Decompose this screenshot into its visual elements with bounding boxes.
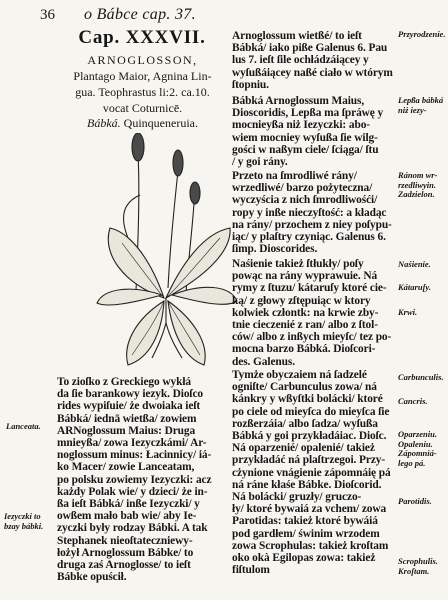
text-line: ſtopniu. <box>232 78 269 91</box>
text-line: Arnoglossum wietßé/ to ieſt <box>232 30 362 42</box>
text-line: rides wypiſuie/ że dwoiaka ieſt <box>57 400 201 413</box>
text-line: lus 7. ieſt ſile ochłádzáiącey y <box>232 54 369 67</box>
right-paragraph-6 <box>232 430 396 491</box>
subtitle-italic: Bábká. <box>87 116 121 130</box>
running-head: o Bábce cap. 37. <box>84 6 196 23</box>
text-line: des. Galenus. <box>232 355 295 368</box>
text-line: po ciele od mieyſca do mieyſca ſie <box>232 405 390 418</box>
margin-note-right-6: Krwi. <box>398 307 418 317</box>
text-line: powąc na rány wyprawuie. Ná <box>232 270 378 283</box>
text-line: ców/ albo z inßych mieyſc/ tez po- <box>232 331 392 344</box>
margin-note-right-11: Scrophulis. Kroſtam. <box>398 556 438 576</box>
page-number: 36 <box>40 7 55 23</box>
margin-note-left-2: Iezyczki to bzay bábki. <box>4 511 44 531</box>
intro-line: gua. Teophrastus li:2. ca.10. <box>75 85 210 99</box>
text-line: iąc/ y plaſtry czyniąc. Galenus 6. <box>232 231 386 244</box>
margin-note-right-1: Przyrodzenie. <box>398 29 446 39</box>
margin-note-right-9: Oparzeniu. Opaleniu. Zápomniá- lego pá. <box>398 429 437 468</box>
text-line: fiſtulom <box>232 564 270 577</box>
text-line: ko Macer/ zowie Lanceatam, <box>57 461 195 474</box>
text-line: ſimp. Dioscorides. <box>232 243 318 256</box>
text-line: Bábke opuścił. <box>57 571 127 584</box>
text-line: Ná oparzenié/ opalenié/ takież <box>232 442 375 455</box>
text-line: owßem mało bab wie/ aby Ie- <box>57 510 197 523</box>
right-paragraph-3 <box>232 170 396 255</box>
text-line: zowa Scrophulas: takież kroſtam <box>232 539 389 552</box>
text-line: ką/ z głowy zſtępuiąc w ktory <box>232 294 371 307</box>
text-line: cżynione vnágienie zápomnáię pá <box>232 466 391 479</box>
margin-note-left-1: Lanceata. <box>6 421 41 431</box>
text-line: wyſußáiącey naßé ciało w wtórym <box>232 66 393 79</box>
chapter-heading: Cap. XXXVII. <box>78 27 206 48</box>
margin-note-right-7: Carbunculis. <box>398 372 444 382</box>
text-line: zyczki były rodzay Bábki. A tak <box>57 522 208 535</box>
text-line: ły/ ktoré bywaiá za vchem/ zowa <box>232 503 387 516</box>
text-line: Bábká y goi przykładáiac. Dioſc. <box>232 430 387 442</box>
text-line: oko okà Egilopas zowa: takież <box>232 552 376 565</box>
text-line: pod gardłem/ świnim wrzodem <box>232 527 380 540</box>
text-line: Dioscoridis, Lepßa ma ſpráwę y <box>232 107 384 120</box>
text-line: ogniſte/ Carbunculus zowa/ ná <box>232 381 377 394</box>
text-line: Bábká/ iednā wietßa/ zowiem <box>57 412 197 425</box>
text-line: Parotidas: takież ktoré bywáiá <box>232 515 378 528</box>
text-line: rymy z ſtuzu/ kátaruſy ktoré cie- <box>232 282 387 295</box>
margin-note-right-10: Parotidis. <box>398 496 432 506</box>
text-line: ARNoglossum Maius: Druga <box>57 424 196 437</box>
text-line: mocna barzo Bábká. Dioſcori- <box>232 343 376 356</box>
text-line: łożył Arnoglossum Bábke/ to <box>57 546 194 559</box>
text-line: ná ráne kłaśe Bábke. Dioſcorid. <box>232 478 382 491</box>
text-line: da ſie barankowy iezyk. Dioſco <box>57 388 204 401</box>
text-line: Bábká/ iako piße Galenus 6. Pau <box>232 42 388 55</box>
margin-note-right-5: Kátaruſy. <box>398 282 431 292</box>
text-line: Stephanek nieoſtateczniewy- <box>57 534 193 547</box>
plantain-illustration <box>92 133 242 373</box>
margin-note-right-8: Cancris. <box>398 396 428 406</box>
text-line: kánkry y wßyſtki bolácki/ ktoré <box>232 393 383 406</box>
text-line: gości w naßym ciele/ ſciąga/ ſtu <box>232 143 379 156</box>
text-line: ßa ieſt Bábká/ inße Iezyczki/ y <box>57 498 200 511</box>
text-line: Naśienie takież ſtłukły/ poſy <box>232 258 364 270</box>
intro-line: vocat Coturnicē. <box>102 101 183 115</box>
margin-note-right-2: Lepßa bábká niż iezy- <box>398 95 444 115</box>
subtitle-roman: Quinqueneruia. <box>123 116 198 130</box>
text-line: Tymże obyczaiem ná ſadzelé <box>232 369 367 381</box>
text-line: wiem mocniey wyſußa ſie wilg- <box>232 131 378 144</box>
text-line: każdy Polak wie/ y dzieci/ że in- <box>57 485 208 498</box>
text-line: przykładáć ná plaſtrzegoi. Przy- <box>232 454 386 467</box>
text-line: wrzedliwé/ barzo pożyteczna/ <box>232 182 373 195</box>
text-line: mnieyßa/ zowa Iezyczkámi/ Ar- <box>57 437 207 450</box>
text-line: po polsku zowiemy Iezyczki: acz <box>57 473 212 486</box>
text-line: noglossum minus: Łacinnicy/ iá- <box>57 449 212 462</box>
intro-line: ARNOGLOSSON, <box>87 53 198 67</box>
text-line: rozßerzáia/ albo ſadza/ wyſußa <box>232 417 378 430</box>
text-line: kolwiek człontk: na krwie zby- <box>232 306 379 319</box>
margin-note-right-3: Ránom wr- rzedliwyin. Zadzielon. <box>398 170 438 199</box>
text-line: wyczyścia z nich ſmrodliwośći/ <box>232 194 378 207</box>
right-paragraph-7 <box>232 491 396 576</box>
margin-note-right-4: Naśienie. <box>398 259 431 269</box>
text-line: druga zaś Arnoglosse/ to ieſt <box>57 559 191 572</box>
text-line: Ná bolácki/ gruzły/ gruczo- <box>232 491 362 503</box>
text-line: Przeto na ſmrodliwé rány/ <box>232 170 357 182</box>
chapter-intro <box>60 52 225 116</box>
text-line: / y goi rány. <box>232 156 288 169</box>
text-line: mocnieyßa niż Iezyczki: abo- <box>232 119 370 132</box>
intro-line: Plantago Maior, Agnina Lin- <box>73 69 212 83</box>
text-line: To zioſko z Greckiego wykłá <box>57 376 191 388</box>
text-line: ropy y inße nieczyſtość: a kładąc <box>232 206 387 219</box>
left-body-text <box>57 376 227 583</box>
right-paragraph-4 <box>232 258 396 368</box>
right-paragraph-1 <box>232 30 396 91</box>
plant-subtitle <box>60 116 225 131</box>
right-paragraph-5 <box>232 369 396 430</box>
text-line: Bábká Arnoglossum Maius, <box>232 95 365 107</box>
text-line: na rány/ przochem z niey poſypu- <box>232 218 392 231</box>
right-paragraph-2 <box>232 95 396 168</box>
text-line: tnie cieczenié z ran/ albo z ſtol- <box>232 319 378 332</box>
